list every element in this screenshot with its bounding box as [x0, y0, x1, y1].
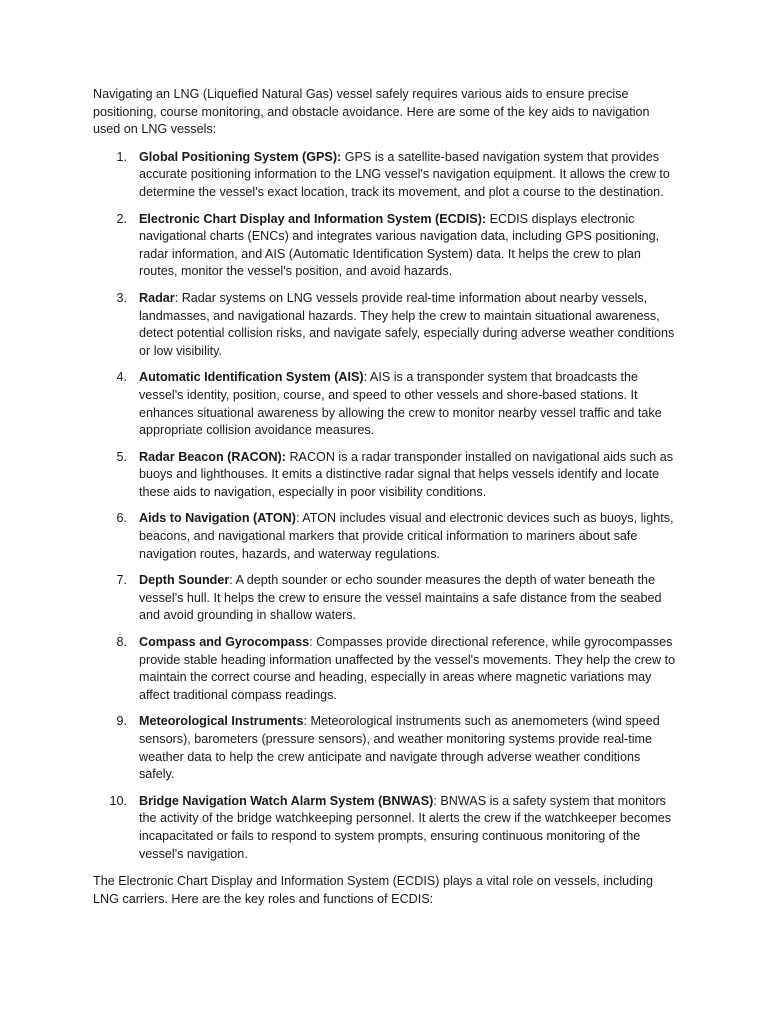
- item-term-colon: :: [303, 714, 307, 729]
- item-term: Radar: [139, 290, 175, 305]
- intro-paragraph: Navigating an LNG (Liquefied Natural Gas) vessel safely requires various aids to ensure precise positioning, course monitoring, and obstacle avoidance. Here are some of the key aids to navigation used on LNG vessels:: [93, 87, 650, 137]
- list-item: [93, 449, 678, 502]
- item-term: Global Positioning System (GPS): [139, 149, 338, 164]
- list-item: [93, 290, 678, 360]
- list-item: [93, 572, 678, 625]
- navigation-aids-list: [93, 149, 678, 863]
- item-description: Meteorological instruments such as anemometers (wind speed sensors), barometers (pressure sensors), and weather monitoring systems provide real-time weather data to help the crew anticipate and navigate through adverse weather conditions safely.: [139, 714, 660, 782]
- list-item: [93, 211, 678, 281]
- closing-paragraph: The Electronic Chart Display and Information System (ECDIS) plays a vital role on vessels, including LNG carriers. Here are the key roles and functions of ECDIS:: [93, 874, 653, 906]
- list-item: [93, 369, 678, 439]
- item-term-colon: :: [363, 370, 368, 385]
- item-term: Depth Sounder: [139, 573, 230, 588]
- list-item: [93, 634, 678, 704]
- item-description: GPS is a satellite-based navigation system that provides accurate positioning information to the LNG vessel's navigation equipment. It allows the crew to determine the vessel's exact location, track its movement, and plot a course to the destination.: [139, 149, 670, 199]
- item-term: Electronic Chart Display and Information System (ECDIS):: [139, 211, 487, 226]
- item-number: 7.: [116, 573, 127, 588]
- item-number: 5.: [116, 449, 127, 464]
- item-number: 8.: [116, 635, 127, 650]
- item-number: 6.: [116, 511, 127, 526]
- item-term: Meteorological Instruments: [139, 714, 304, 729]
- list-item: [93, 713, 678, 783]
- item-number: 2.: [116, 211, 127, 226]
- item-description: RACON is a radar transponder installed on navigational aids such as buoys and lighthouses. It emits a distinctive radar signal that helps vessels identify and locate these aids to navigation, especially in poor visibility conditions.: [139, 449, 674, 499]
- item-term-colon: :: [337, 149, 342, 164]
- item-term: Compass and Gyrocompass: [139, 635, 310, 650]
- item-term-colon: :: [295, 511, 300, 526]
- item-term-colon: :: [309, 635, 313, 650]
- item-description: BNWAS is a safety system that monitors the activity of the bridge watchkeeping personnel. It alerts the crew if the watchkeeper becomes incapacitated or fails to respond to system prompts, ensuring continuous monitoring of the vessel's navigation.: [139, 793, 672, 861]
- item-description: Compasses provide directional reference, while gyrocompasses provide stable heading information unaffected by the vessel's movements. They help the crew to maintain the correct course and heading, especially in areas where magnetic variations may affect traditional compass readings.: [139, 635, 676, 702]
- item-term-colon: :: [174, 290, 179, 305]
- item-description: AIS is a transponder system that broadcasts the vessel's identity, position, course, and speed to other vessels and shore-based stations. It enhances situational awareness by allowing the crew to monitor nearby vessel traffic and take appropriate collision avoidance measures.: [139, 370, 662, 438]
- item-description: ECDIS displays electronic navigational charts (ENCs) and integrates various navigation data, including GPS positioning, radar information, and AIS (Automatic Identification System) data. It helps the crew to plan routes, monitor the vessel's position, and avoid hazards.: [139, 211, 660, 279]
- item-number: 3.: [116, 290, 127, 305]
- item-term: Radar Beacon (RACON):: [139, 449, 286, 464]
- item-term: Aids to Navigation (ATON): [139, 511, 296, 526]
- item-description: Radar systems on LNG vessels provide real-time information about nearby vessels, landmasses, and navigational hazards. They help the crew to maintain situational awareness, detect potential collision risks, and navigate safely, especially during adverse weather conditions or low visibility.: [139, 290, 675, 358]
- item-term-colon: :: [433, 793, 437, 808]
- item-number: 4.: [116, 370, 127, 385]
- document-page: [93, 86, 678, 908]
- item-number: 9.: [116, 714, 127, 729]
- item-description: A depth sounder or echo sounder measures the depth of water beneath the vessel's hull. It helps the crew to ensure the vessel maintains a safe distance from the seabed and avoid grounding in shallow waters.: [139, 573, 662, 623]
- list-item: [93, 793, 678, 863]
- item-number: 10.: [109, 793, 127, 808]
- list-item: [93, 510, 678, 563]
- item-term: Automatic Identification System (AIS): [139, 370, 364, 385]
- item-term-colon: :: [229, 573, 233, 588]
- item-description: ATON includes visual and electronic devices such as buoys, lights, beacons, and navigational markers that provide critical information to mariners about safe navigation routes, hazards, and waterway regulations.: [139, 511, 674, 561]
- list-item: [93, 149, 678, 202]
- item-number: 1.: [116, 149, 127, 164]
- item-term: Bridge Navigation Watch Alarm System (BNWAS): [139, 793, 434, 808]
